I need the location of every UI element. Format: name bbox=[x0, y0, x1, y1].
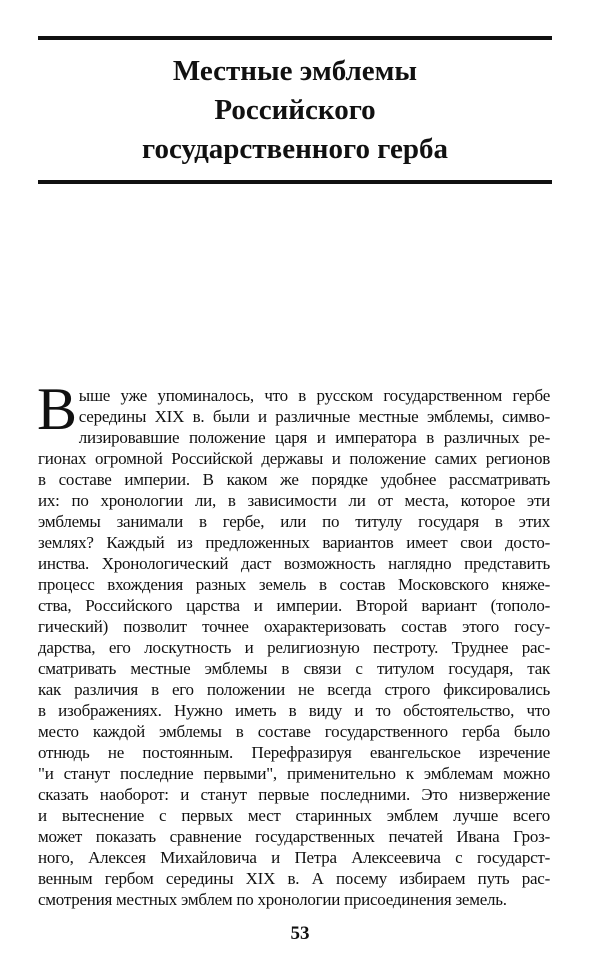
text-line: ства, Российского царства и империи. Второй вариант (тополо- bbox=[38, 596, 550, 615]
chapter-title bbox=[38, 52, 552, 169]
text-line: середины XIX в. были и различные местные эмблемы, симво- bbox=[78, 407, 550, 426]
text-line: гический) позволит точнее охарактеризовать состав этого госу- bbox=[38, 617, 550, 636]
chapter-title-line: государственного герба bbox=[142, 133, 448, 165]
text-line: эмблемы занимали в гербе, или по титулу государя в этих bbox=[38, 512, 550, 531]
text-line: в изображениях. Нужно иметь в виду и то обстоятельство, что bbox=[38, 701, 550, 720]
page-number: 53 bbox=[290, 923, 310, 944]
text-line: ного, Алексея Михайловича и Петра Алексеевича с государст- bbox=[38, 848, 550, 867]
drop-cap: В bbox=[37, 376, 77, 442]
body-text bbox=[37, 376, 550, 910]
text-line: отнюдь не постоянным. Перефразируя евангельское изречение bbox=[38, 743, 550, 762]
text-line: сматривать местные эмблемы в связи с титулом государя, так bbox=[38, 659, 550, 678]
text-line: процесс вхождения разных земель в состав Московского княже- bbox=[38, 575, 550, 594]
text-line: может показать сравнение государственных печатей Ивана Гроз- bbox=[38, 827, 550, 846]
text-line: сказать наоборот: и станут первые последними. Это низвержение bbox=[38, 785, 550, 804]
chapter-title-line: Российского bbox=[214, 94, 376, 126]
text-line: гионах огромной Российской державы и положение самих регионов bbox=[38, 449, 550, 468]
text-line: смотрения местных эмблем по хронологии присоединения земель. bbox=[38, 890, 507, 909]
top-rule bbox=[38, 36, 552, 40]
text-line: ыше уже упоминалось, что в русском государственном гербе bbox=[78, 386, 550, 405]
text-line: "и станут последние первыми", применительно к эмблемам можно bbox=[38, 764, 550, 783]
text-line: землях? Каждый из предложенных вариантов имеет свои досто- bbox=[38, 533, 550, 552]
text-line: и вытеснение с первых мест старинных эмблем лучше всего bbox=[38, 806, 550, 825]
text-line: венным гербом середины XIX в. А посему избираем путь рас- bbox=[38, 869, 550, 888]
text-line: инства. Хронологический даст возможность наглядно представить bbox=[38, 554, 550, 573]
text-line: в составе империи. В каком же порядке удобнее рассматривать bbox=[38, 470, 550, 489]
bottom-rule bbox=[38, 180, 552, 184]
text-line: лизировавшие положение царя и императора в различных ре- bbox=[78, 428, 550, 447]
text-line: как различия в его положении не всегда строго фиксировались bbox=[38, 680, 550, 699]
text-line: дарства, его лоскутность и религиозную пестроту. Труднее рас- bbox=[38, 638, 550, 657]
chapter-title-line: Местные эмблемы bbox=[172, 55, 418, 87]
text-line: их: по хронологии ли, в зависимости ли от места, которое эти bbox=[38, 491, 550, 510]
text-line: место каждой эмблемы в составе государственного герба было bbox=[38, 722, 550, 741]
